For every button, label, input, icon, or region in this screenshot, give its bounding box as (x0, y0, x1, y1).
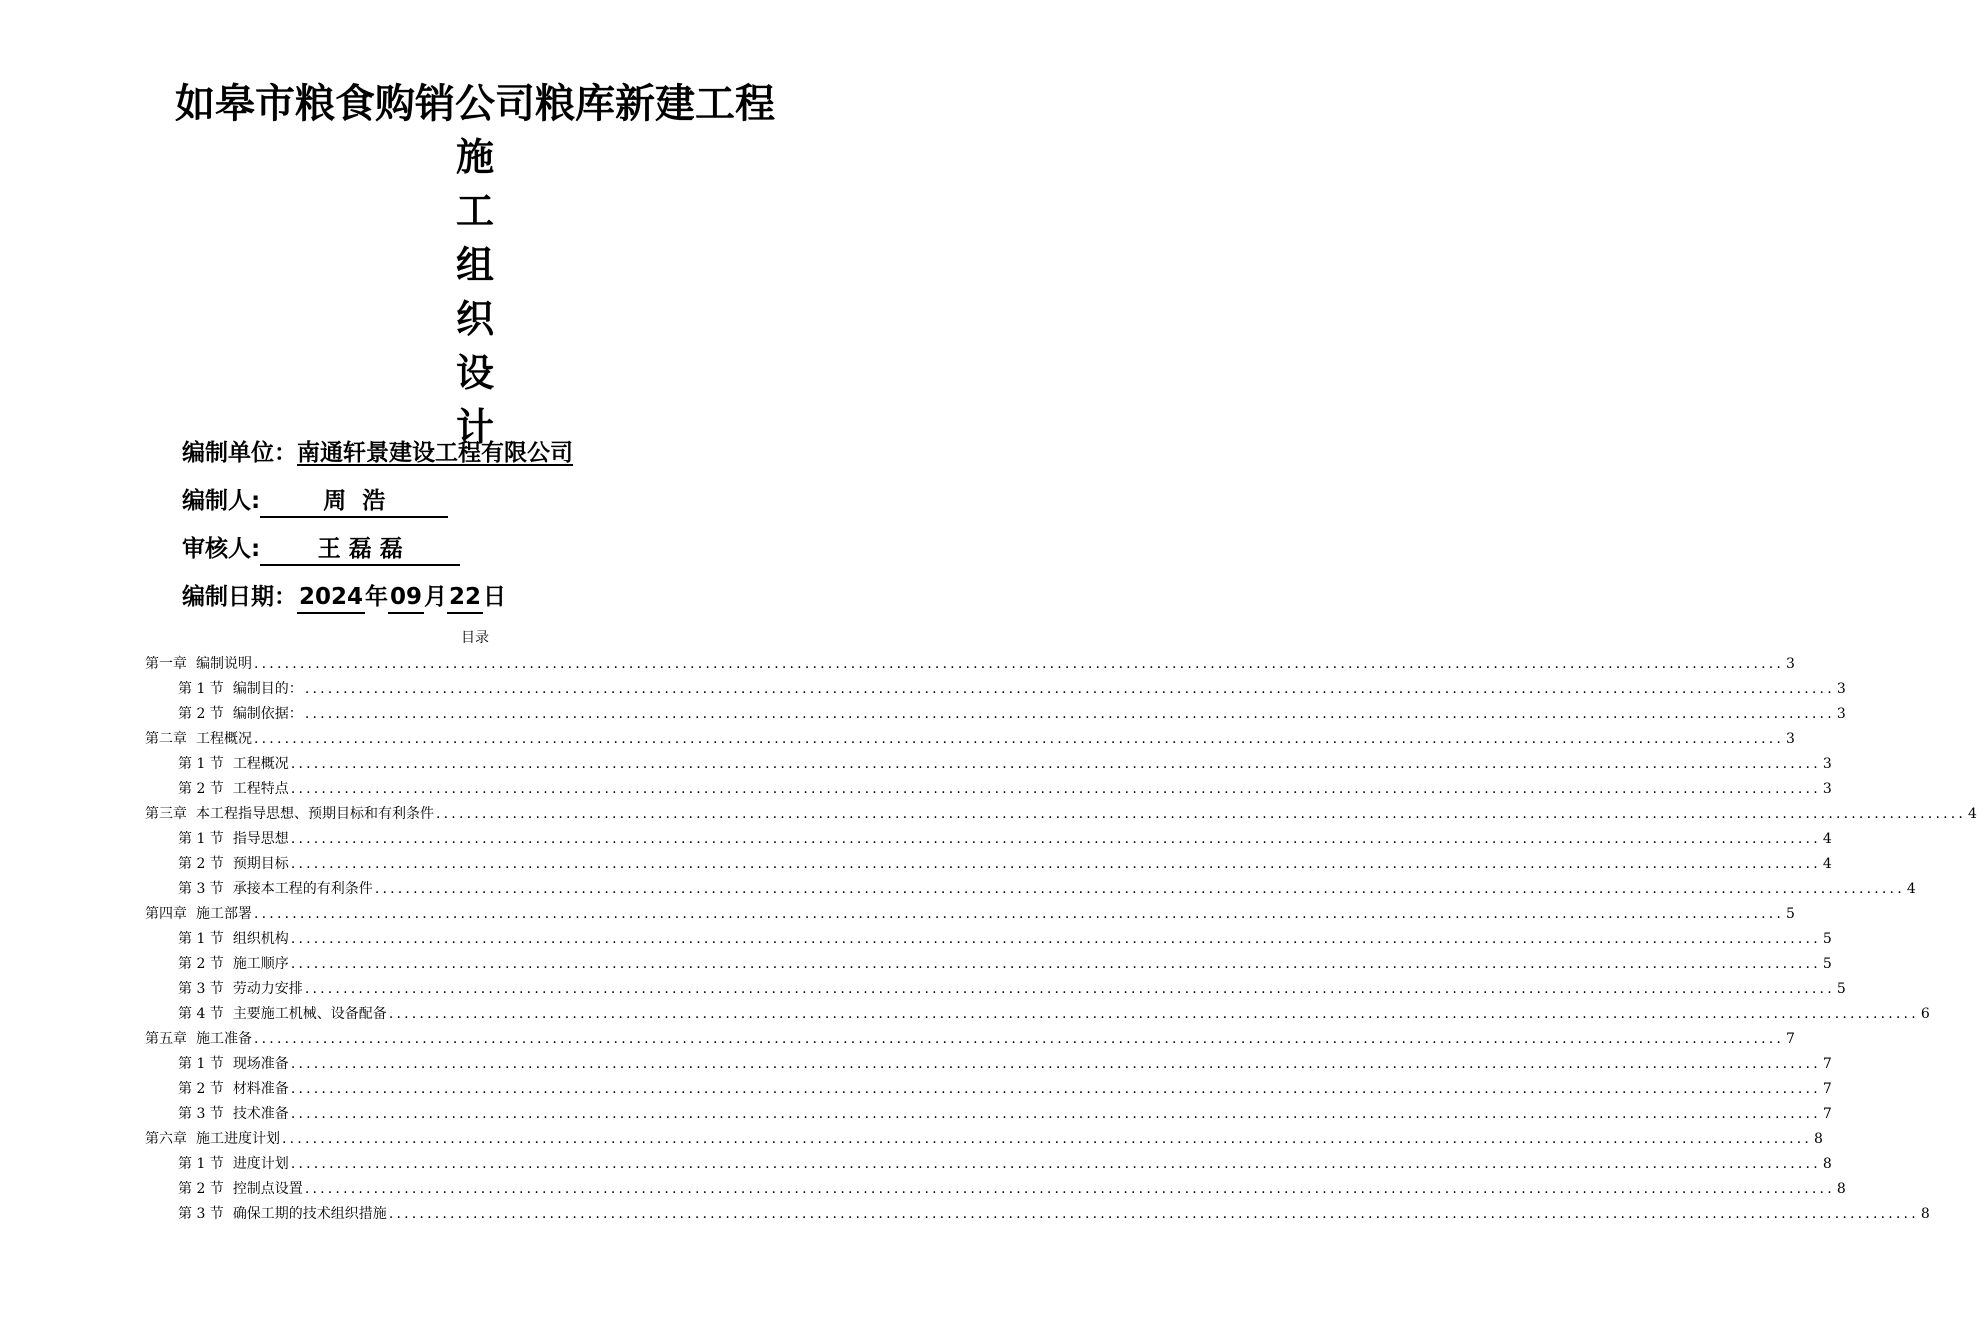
toc-entry-number: 第 2 节 (178, 956, 224, 972)
toc-entry-text: 承接本工程的有利条件 (232, 881, 373, 897)
toc-entry-text: 控制点设置 (232, 1181, 303, 1197)
toc-entry-page: 4 (1822, 856, 1832, 872)
toc-entry-label (178, 1052, 289, 1077)
vertical-subtitle-char: 施 (455, 134, 494, 179)
toc-entry-page: 5 (1822, 931, 1832, 947)
date-day: 22 (447, 582, 483, 614)
toc-entry-label (178, 1102, 289, 1127)
toc-entry-number: 第 3 节 (178, 1206, 224, 1222)
toc-entry-label (178, 977, 303, 1002)
toc-entry-page: 3 (1822, 781, 1832, 797)
toc-leader-dots: ........................................................................................................................................................................................................ (254, 656, 1785, 672)
vertical-subtitle (0, 130, 950, 454)
date-label: 编制日期： (182, 584, 297, 610)
toc-entry-number: 第 1 节 (178, 1156, 224, 1172)
toc-entry-label (178, 752, 289, 777)
toc-entry-page: 7 (1822, 1056, 1832, 1072)
toc-entry-label (178, 702, 303, 727)
document-meta (182, 430, 832, 622)
author-label: 编制人: (182, 488, 261, 514)
toc-entry-page: 4 (1968, 806, 1977, 822)
toc-entry-text: 材料准备 (232, 1081, 289, 1097)
toc-entry-number: 第六章 (145, 1131, 187, 1147)
toc-entry-label (178, 1202, 387, 1227)
toc-section-entry[interactable] (145, 1102, 1832, 1127)
toc-section-entry[interactable] (145, 827, 1832, 852)
toc-leader-dots: ........................................................................................................................................................................................................ (254, 1031, 1785, 1047)
toc-chapter-entry[interactable] (145, 1027, 1795, 1052)
toc-entry-number: 第 2 节 (178, 706, 224, 722)
toc-chapter-entry[interactable] (145, 1127, 1823, 1152)
toc-entry-number: 第 1 节 (178, 756, 224, 772)
toc-entry-text: 现场准备 (232, 1056, 289, 1072)
document-title: 如皋市粮食购销公司粮库新建工程 (175, 80, 775, 127)
toc-entry-text: 主要施工机械、设备配备 (232, 1006, 387, 1022)
toc-entry-text: 施工进度计划 (196, 1131, 280, 1147)
toc-entry-text: 技术准备 (232, 1106, 289, 1122)
unit-label: 编制单位： (182, 440, 297, 466)
toc-entry-number: 第四章 (145, 906, 187, 922)
toc-entry-text: 编制依据： (232, 706, 303, 722)
toc-entry-page: 6 (1920, 1006, 1930, 1022)
toc-entry-label (178, 777, 289, 802)
toc-entry-label (178, 1177, 303, 1202)
vertical-subtitle-char: 织 (455, 296, 494, 341)
toc-section-entry[interactable] (145, 977, 1846, 1002)
toc-leader-dots: ........................................................................................................................................................................................................ (374, 881, 1905, 897)
toc-entry-label (178, 827, 289, 852)
author-value: 周 浩 (260, 486, 448, 518)
meta-author-row (182, 478, 832, 526)
toc-entry-page: 3 (1786, 656, 1795, 672)
toc-entry-number: 第 3 节 (178, 1106, 224, 1122)
toc-entry-page: 8 (1814, 1131, 1823, 1147)
toc-entry-label (145, 652, 252, 677)
toc-entry-text: 工程概况 (232, 756, 289, 772)
date-month-unit: 月 (424, 584, 447, 610)
toc-entry-text: 编制说明 (196, 656, 252, 672)
toc-leader-dots: ........................................................................................................................................................................................................ (304, 681, 1835, 697)
toc-entry-number: 第 1 节 (178, 1056, 224, 1072)
toc-entry-label (178, 927, 289, 952)
toc-entry-page: 8 (1836, 1181, 1846, 1197)
toc-section-entry[interactable] (145, 927, 1832, 952)
toc-leader-dots: ........................................................................................................................................................................................................ (290, 956, 1821, 972)
toc-leader-dots: ........................................................................................................................................................................................................ (388, 1006, 1919, 1022)
toc-chapter-entry[interactable] (145, 727, 1795, 752)
toc-entry-page: 3 (1822, 756, 1832, 772)
toc-section-entry[interactable] (145, 702, 1846, 727)
toc-entry-label (145, 727, 252, 752)
toc-entry-number: 第三章 (145, 806, 187, 822)
toc-entry-text: 进度计划 (232, 1156, 289, 1172)
toc-section-entry[interactable] (145, 677, 1846, 702)
toc-entry-page: 5 (1786, 906, 1795, 922)
toc-entry-number: 第 1 节 (178, 681, 224, 697)
meta-date-row (182, 574, 832, 622)
toc-entry-label (145, 802, 434, 827)
toc-entry-text: 工程特点 (232, 781, 289, 797)
toc-leader-dots: ........................................................................................................................................................................................................ (304, 1181, 1835, 1197)
meta-unit-row (182, 430, 832, 478)
toc-entry-label (145, 1127, 280, 1152)
toc-entry-text: 本工程指导思想、预期目标和有利条件 (196, 806, 434, 822)
toc-entry-page: 7 (1822, 1106, 1832, 1122)
toc-chapter-entry[interactable] (145, 652, 1795, 677)
vertical-subtitle-char: 计 (455, 404, 494, 449)
date-month: 09 (388, 582, 424, 614)
toc-entry-number: 第 3 节 (178, 981, 224, 997)
toc-entry-page: 3 (1836, 681, 1846, 697)
toc-entry-number: 第 2 节 (178, 1081, 224, 1097)
toc-entry-number: 第 1 节 (178, 931, 224, 947)
toc-section-entry[interactable] (145, 1052, 1832, 1077)
toc-entry-page: 4 (1906, 881, 1916, 897)
date-year-unit: 年 (365, 584, 388, 610)
toc-entry-text: 施工准备 (196, 1031, 252, 1047)
meta-reviewer-row (182, 526, 832, 574)
toc-section-entry[interactable] (145, 877, 1916, 902)
toc-leader-dots: ........................................................................................................................................................................................................ (304, 981, 1835, 997)
toc-leader-dots: ........................................................................................................................................................................................................ (290, 781, 1821, 797)
reviewer-label: 审核人: (182, 536, 261, 562)
toc-entry-number: 第五章 (145, 1031, 187, 1047)
toc-entry-label (178, 952, 289, 977)
toc-entry-text: 劳动力安排 (232, 981, 303, 997)
toc-entry-label (178, 1077, 289, 1102)
toc-chapter-entry[interactable] (145, 802, 1977, 827)
toc-section-entry[interactable] (145, 1077, 1832, 1102)
toc-entry-text: 施工部署 (196, 906, 252, 922)
toc-entry-page: 3 (1786, 731, 1795, 747)
toc-leader-dots: ........................................................................................................................................................................................................ (282, 1131, 1813, 1147)
toc-entry-page: 5 (1822, 956, 1832, 972)
toc-leader-dots: ........................................................................................................................................................................................................ (436, 806, 1967, 822)
toc-entry-number: 第 2 节 (178, 781, 224, 797)
toc-section-entry[interactable] (145, 752, 1832, 777)
toc-section-entry[interactable] (145, 952, 1832, 977)
toc-leader-dots: ........................................................................................................................................................................................................ (290, 1081, 1821, 1097)
toc-entry-label (178, 677, 303, 702)
toc-entry-page: 8 (1822, 1156, 1832, 1172)
toc-title: 目录 (461, 630, 489, 646)
toc-entry-page: 8 (1920, 1206, 1930, 1222)
toc-chapter-entry[interactable] (145, 902, 1795, 927)
vertical-subtitle-char: 组 (455, 242, 494, 287)
vertical-subtitle-char: 工 (455, 188, 494, 233)
toc-section-entry[interactable] (145, 1177, 1846, 1202)
toc-entry-text: 确保工期的技术组织措施 (232, 1206, 387, 1222)
toc-entry-page: 3 (1836, 706, 1846, 722)
toc-entry-number: 第 1 节 (178, 831, 224, 847)
toc-section-entry[interactable] (145, 852, 1832, 877)
unit-value: 南通轩景建设工程有限公司 (297, 440, 573, 466)
toc-entry-text: 编制目的： (232, 681, 303, 697)
toc-entry-text: 工程概况 (196, 731, 252, 747)
toc-leader-dots: ........................................................................................................................................................................................................ (254, 906, 1785, 922)
toc-leader-dots: ........................................................................................................................................................................................................ (290, 1056, 1821, 1072)
toc-section-entry[interactable] (145, 1002, 1930, 1027)
toc-entry-number: 第 2 节 (178, 1181, 224, 1197)
date-day-unit: 日 (483, 584, 506, 610)
toc-leader-dots: ........................................................................................................................................................................................................ (290, 856, 1821, 872)
toc-entry-page: 7 (1822, 1081, 1832, 1097)
toc-leader-dots: ........................................................................................................................................................................................................ (290, 1106, 1821, 1122)
toc-entry-label (178, 852, 289, 877)
toc-entry-label (178, 877, 373, 902)
toc-entry-number: 第 4 节 (178, 1006, 224, 1022)
toc-leader-dots: ........................................................................................................................................................................................................ (304, 706, 1835, 722)
toc-entry-text: 施工顺序 (232, 956, 289, 972)
table-of-contents (145, 652, 1977, 1227)
toc-leader-dots: ........................................................................................................................................................................................................ (290, 931, 1821, 947)
toc-entry-number: 第一章 (145, 656, 187, 672)
toc-entry-label (178, 1002, 387, 1027)
toc-entry-number: 第 2 节 (178, 856, 224, 872)
toc-entry-page: 7 (1786, 1031, 1795, 1047)
toc-leader-dots: ........................................................................................................................................................................................................ (290, 1156, 1821, 1172)
toc-section-entry[interactable] (145, 1152, 1832, 1177)
toc-entry-label (145, 902, 252, 927)
toc-leader-dots: ........................................................................................................................................................................................................ (290, 756, 1821, 772)
toc-entry-text: 组织机构 (232, 931, 289, 947)
toc-leader-dots: ........................................................................................................................................................................................................ (388, 1206, 1919, 1222)
toc-entry-number: 第二章 (145, 731, 187, 747)
vertical-subtitle-char: 设 (455, 350, 494, 395)
date-year: 2024 (297, 582, 365, 614)
toc-entry-label (178, 1152, 289, 1177)
toc-entry-text: 预期目标 (232, 856, 289, 872)
toc-leader-dots: ........................................................................................................................................................................................................ (290, 831, 1821, 847)
toc-entry-label (145, 1027, 252, 1052)
toc-entry-page: 4 (1822, 831, 1832, 847)
toc-section-entry[interactable] (145, 777, 1832, 802)
toc-entry-page: 5 (1836, 981, 1846, 997)
reviewer-value: 王 磊 磊 (260, 534, 460, 566)
toc-leader-dots: ........................................................................................................................................................................................................ (254, 731, 1785, 747)
toc-entry-text: 指导思想 (232, 831, 289, 847)
toc-entry-number: 第 3 节 (178, 881, 224, 897)
toc-section-entry[interactable] (145, 1202, 1930, 1227)
